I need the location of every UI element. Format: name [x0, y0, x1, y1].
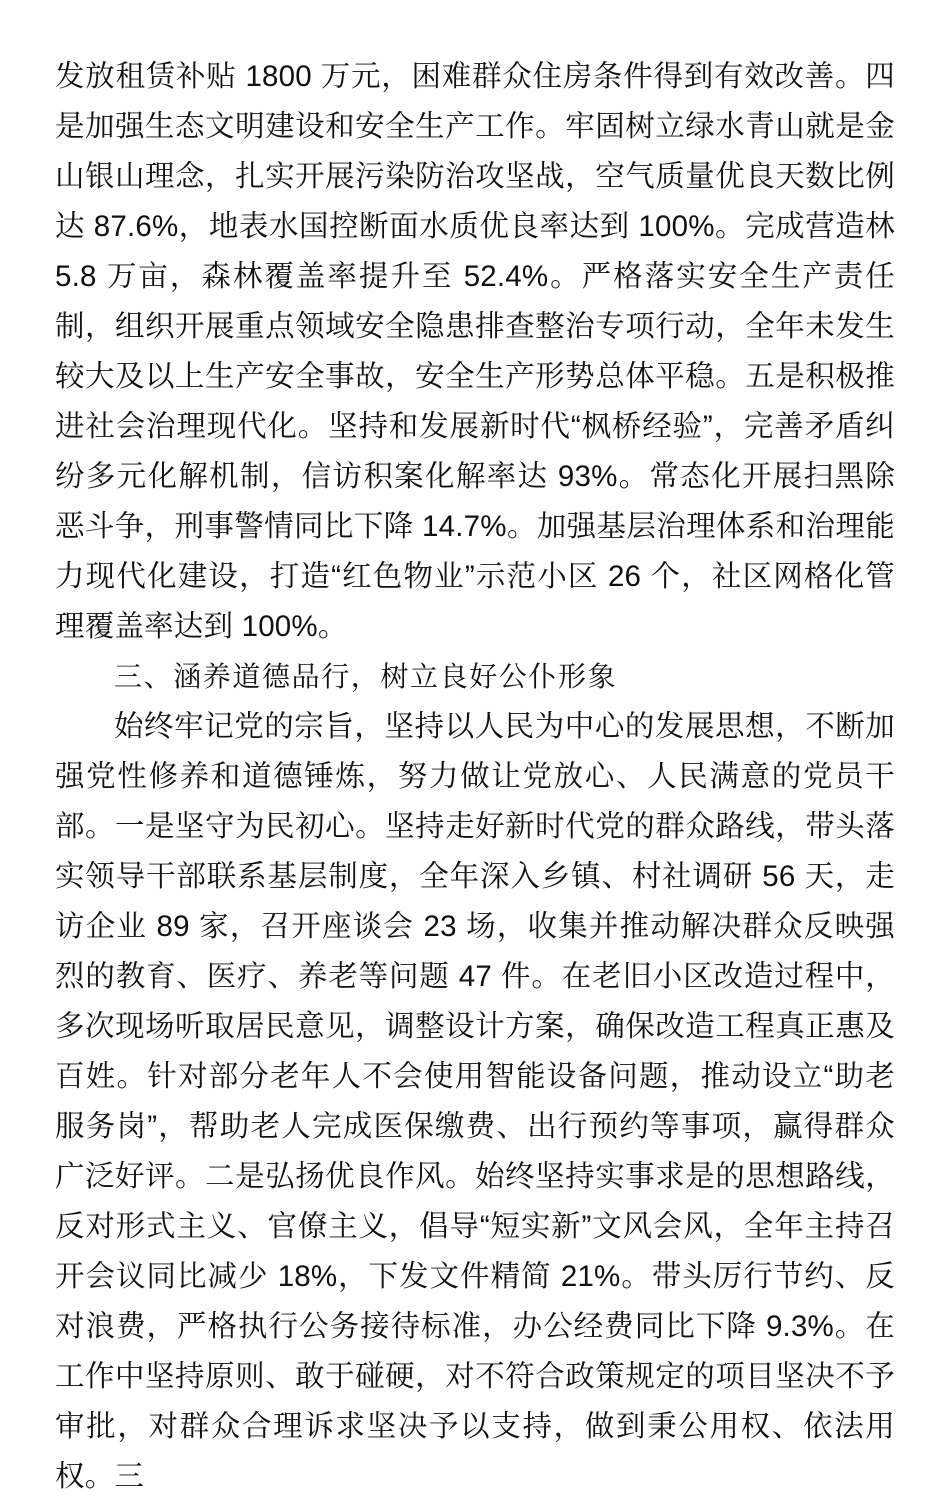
section-heading-three: 三、涵养道德品行，树立良好公仆形象: [114, 661, 618, 692]
body-paragraph-section-three: 始终牢记党的宗旨，坚持以人民为中心的发展思想，不断加强党性修养和道德锤炼，努力做让党放心、人民满意的党员干部。一是坚守为民初心。坚持走好新时代党的群众路线，带头落实领导干部联系基层制度，全年深入乡镇、村社调研 56 天，走访企业 89 家，召开座谈会 23 场，收集并推动解决群众反映强烈的教育、医疗、养老等问题 47 件。在老旧小区改造过程中，多次现场听取居民意见，调整设计方案，确保改造工程真正惠及百姓。针对部分老年人不会使用智能设备问题，推动设立“助老服务岗”，帮助老人完成医保缴费、出行预约等事项，赢得群众广泛好评。二是弘扬优良作风。始终坚持实事求是的思想路线，反对形式主义、官僚主义，倡导“短实新”文风会风，全年主持召开会议同比减少 18%，下发文件精简 21%。带头厉行节约、反对浪费，严格执行公务接待标准，办公经费同比下降 9.3%。在工作中坚持原则、敢于碰硬，对不符合政策规定的项目坚决不予审批，对群众合理诉求坚决予以支持，做到秉公用权、依法用权。三: [55, 710, 895, 1493]
body-paragraph-continued: 发放租赁补贴 1800 万元，困难群众住房条件得到有效改善。四是加强生态文明建设和安全生产工作。牢固树立绿水青山就是金山银山理念，扎实开展污染防治攻坚战，空气质量优良天数比例达 87.6%，地表水国控断面水质优良率达到 100%。完成营造林 5.8 万亩，森林覆盖率提升至 52.4%。严格落实安全生产责任制，组织开展重点领域安全隐患排查整治专项行动，全年未发生较大及以上生产安全事故，安全生产形势总体平稳。五是积极推进社会治理现代化。坚持和发展新时代“枫桥经验”，完善矛盾纠纷多元化解机制，信访积案化解率达 93%。常态化开展扫黑除恶斗争，刑事警情同比下降 14.7%。加强基层治理体系和治理能力现代化建设，打造“红色物业”示范小区 26 个，社区网格化管理覆盖率达到 100%。: [55, 60, 895, 643]
document-text-column: [55, 52, 895, 1502]
